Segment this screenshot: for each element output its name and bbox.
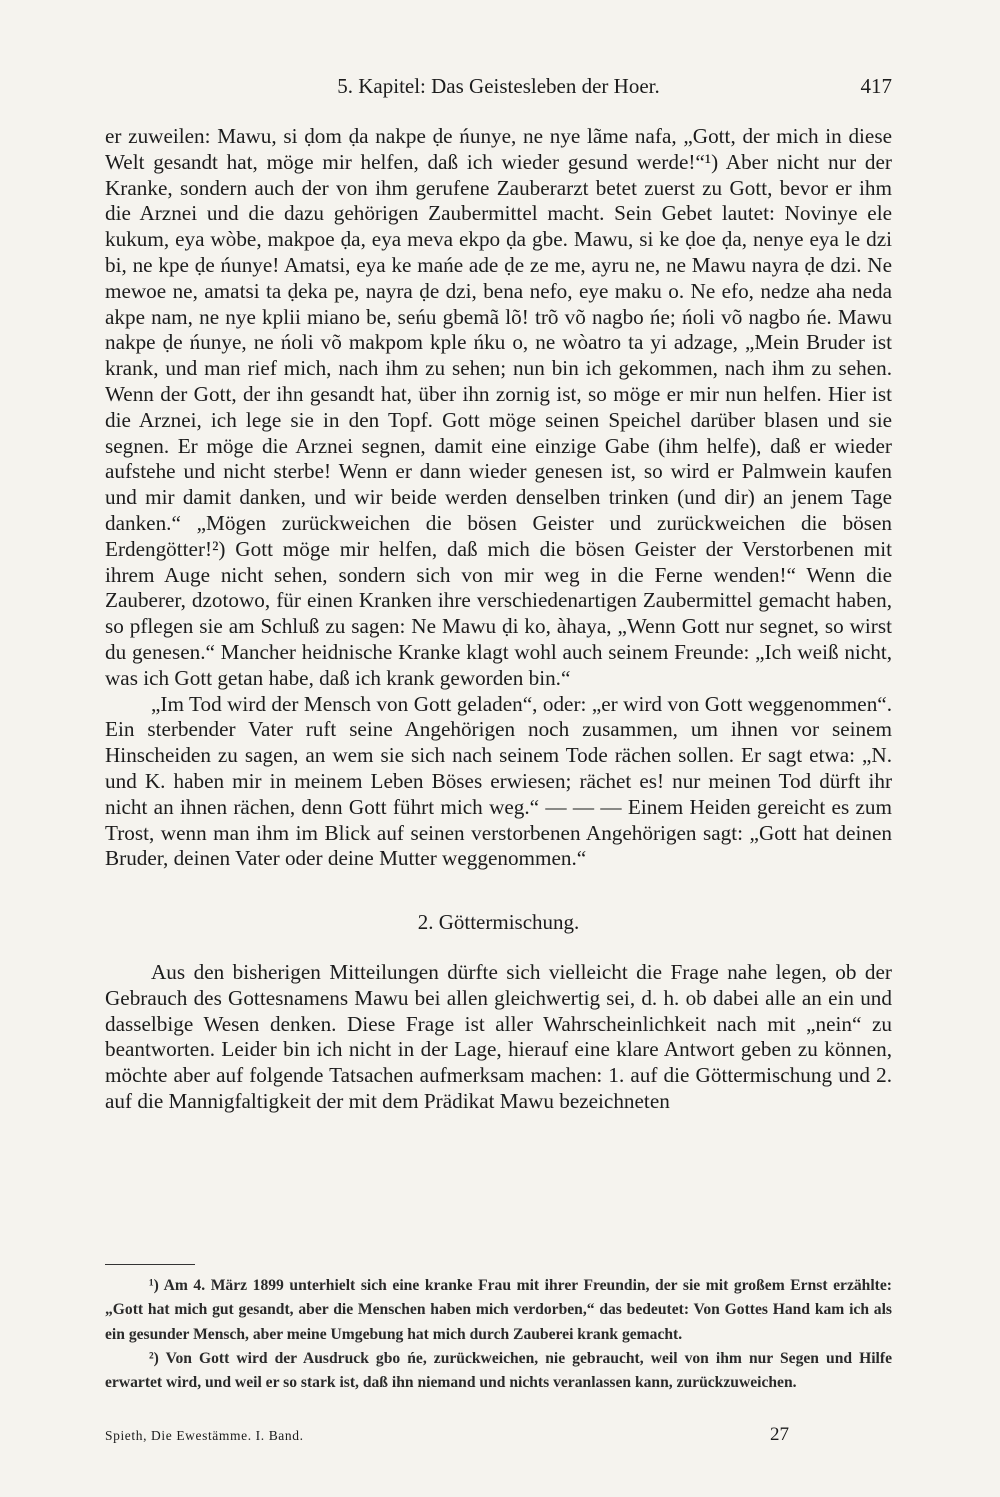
footnotes (105, 1274, 892, 1395)
footnote: ¹) Am 4. März 1899 unterhielt sich eine kranke Frau mit ihrer Freundin, der sie mit großem Ernst erzählte: „Gott hat mich gut gesandt, aber die Menschen haben mich verdorben,“ das bedeutet: Von Gottes Hand kam ich als ein gesunder Mensch, aber meine Umgebung hat mich durch Zauberei krank gemacht. (105, 1277, 892, 1343)
footnote-rule (105, 1264, 195, 1265)
paragraph: er zuweilen: Mawu, si ḍom ḍa nakpe ḍe ńunye, ne nye lãme nafa, „Gott, der mich in diese Welt gesandt hat, möge mir helfen, daß ich wieder gesund werde!“¹) Aber nicht nur der Kranke, sondern auch der von ihm gerufene Zauberarzt betet zuerst zu Gott, bevor er ihm die Arznei und die dazu gehörigen Zaubermittel macht. Sein Gebet lautet: Novinye ele kukum, eya wòbe, makpoe ḍa, eya meva ekpo ḍa gbe. Mawu, si ke ḍoe ḍa, nenye eya le dzi bi, ne kpe ḍe ńunye! Amatsi, eya ke mańe ade ḍe ze me, ayru ne, ne Mawu nayra ḍe dzi. Ne mewoe ne, amatsi ta ḍeka pe, nayra ḍe dzi, bena nefo, eye maku o. Ne efo, nedze aha neda akpe nam, ne nye kplii miano be, seńu gbemã lõ! trõ võ nagbo ńe; ńoli võ nagbo ńe. Mawu nakpe ḍe ńunye, ne ńoli võ makpom kple ńku o, ne wòatro ta yi adzage, „Mein Bruder ist krank, und man rief mich, nach ihm zu sehen; nun bin ich gekommen, nach ihm zu sehen. Wenn der Gott, der ihn gesandt hat, über ihn zornig ist, so möge er mir nun helfen. Hier ist die Arznei, ich lege sie in den Topf. Gott möge seinen Speichel darüber blasen und sie segnen. Er möge die Arznei segnen, damit eine einzige Gabe (ihm helfe), daß er wieder aufstehe und nicht sterbe! Wenn er dann wieder genesen ist, so wird er Palmwein kaufen und mir damit danken, und wir beide werden denselben trinken (und dir) an jenem Tage danken.“ „Mögen zurückweichen die bösen Geister und zurückweichen die bösen Erdengötter!²) Gott möge mir helfen, daß mich die bösen Geister der Verstorbenen mit ihrem Auge nicht sehen, sondern sich von mir weg in die Ferne wenden!“ Wenn die Zauberer, dzotowo, für einen Kranken ihre verschiedenartigen Zaubermittel gemacht haben, so pflegen sie am Schluß zu sagen: Ne Mawu ḍi ko, àhaya, „Wenn Gott nur segnet, so wirst du genesen.“ Mancher heidnische Kranke klagt wohl auch seinem Freunde: „Ich weiß nicht, was ich Gott getan habe, daß ich krank geworden bin.“ (105, 124, 892, 690)
page-number: 417 (860, 74, 892, 98)
printer-signature: Spieth, Die Ewestämme. I. Band. (105, 1428, 304, 1443)
paragraph: Aus den bisherigen Mitteilungen dürfte sich vielleicht die Frage nahe legen, ob der Gebrauch des Gottesnamens Mawu bei allen gleichwertig sei, d. h. ob dabei alle an ein und dasselbige Wesen denken. Diese Frage ist aller Wahrscheinlichkeit nach mit „nein“ zu beantworten. Leider bin ich nicht in der Lage, hierauf eine klare Antwort geben zu können, möchte aber auf folgende Tatsachen aufmerksam machen: 1. auf die Göttermischung und 2. auf die Mannigfaltigkeit der mit dem Prädikat Mawu bezeichneten (105, 959, 892, 1113)
section-heading: 2. Göttermischung. (417, 910, 580, 935)
paragraph: „Im Tod wird der Mensch von Gott geladen“, oder: „er wird von Gott weggenommen“. Ein sterbender Vater ruft seine Angehörigen noch zusammen, um ihnen vor seinem Hinscheiden zu sagen, an wem sie sich nach seinem Tode rächen sollen. Er sagt etwa: „N. und K. haben mir in meinem Leben Böses erwiesen; rächet es! nur meinen Tod dürft ihr nicht an ihnen rächen, denn Gott führt mich weg.“ — — — Einem Heiden gereicht es zum Trost, wenn man ihm im Blick auf seinen verstorbenen Angehörigen sagt: „Gott hat deinen Bruder, deinen Vater oder deine Mutter weggenommen.“ (105, 691, 892, 871)
sheet-number: 27 (770, 1424, 789, 1445)
main-text (105, 124, 892, 1115)
running-header (105, 74, 892, 104)
chapter-title: 5. Kapitel: Das Geistesleben der Hoer. (337, 74, 660, 98)
footnote: ²) Von Gott wird der Ausdruck gbo ńe, zurückweichen, nie gebraucht, weil von ihm nur Segen und Hilfe erwartet wird, und weil er so stark ist, daß ihn niemand und nichts veranlassen kann, zurückzuweichen. (105, 1349, 892, 1392)
